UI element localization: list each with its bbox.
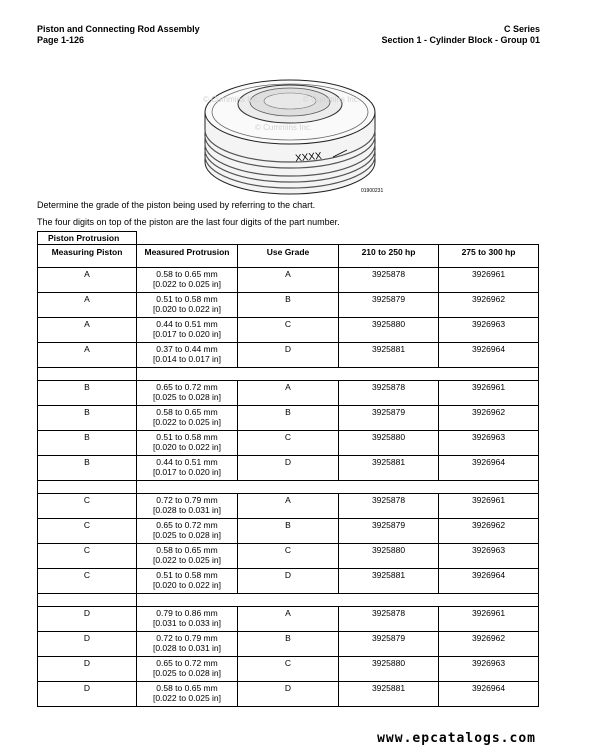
part-275-300-cell xyxy=(439,406,539,431)
measuring-piston-cell xyxy=(38,293,137,318)
part-210-250-cell-p1: 3925881 xyxy=(371,457,406,467)
part-275-300-cell xyxy=(439,494,539,519)
measured-protrusion-cell xyxy=(137,381,238,406)
piston-illustration xyxy=(185,64,395,196)
measured-protrusion-cell-in: [0.022 to 0.025 in] xyxy=(152,417,222,427)
use-grade-cell-grade: D xyxy=(284,570,292,580)
measuring-piston-cell xyxy=(38,456,137,481)
part-210-250-cell-p1: 3925880 xyxy=(371,319,406,329)
measured-protrusion-cell-in: [0.028 to 0.031 in] xyxy=(152,505,222,515)
part-210-250-cell-p1: 3925880 xyxy=(371,658,406,668)
part-210-250-cell xyxy=(339,569,439,594)
part-210-250-cell xyxy=(339,431,439,456)
part-275-300-cell xyxy=(439,607,539,632)
measured-protrusion-cell-in: [0.017 to 0.020 in] xyxy=(152,329,222,339)
table-body xyxy=(38,268,539,707)
use-grade-cell xyxy=(238,381,339,406)
table-row xyxy=(38,519,539,544)
measured-protrusion-cell xyxy=(137,456,238,481)
measured-protrusion-cell-in: [0.017 to 0.020 in] xyxy=(152,467,222,477)
part-275-300-cell-p2: 3926964 xyxy=(471,683,506,693)
measured-protrusion-cell-mm: 0.65 to 0.72 mm xyxy=(156,520,218,530)
measured-protrusion-cell-mm: 0.72 to 0.79 mm xyxy=(156,633,218,643)
part-210-250-cell xyxy=(339,494,439,519)
use-grade-cell xyxy=(238,544,339,569)
measured-protrusion-cell xyxy=(137,632,238,657)
measuring-piston-cell xyxy=(38,544,137,569)
watermark-text: © Cummins Inc. xyxy=(303,95,361,104)
part-275-300-cell-p2: 3926962 xyxy=(471,520,506,530)
table-row xyxy=(38,632,539,657)
use-grade-cell-grade: A xyxy=(285,495,291,505)
part-210-250-cell-p1: 3925879 xyxy=(371,407,406,417)
part-210-250-cell xyxy=(339,381,439,406)
use-grade-cell-grade: D xyxy=(284,344,292,354)
measuring-piston-cell-piston: B xyxy=(84,432,90,442)
table-row xyxy=(38,343,539,368)
part-210-250-cell-p1: 3925878 xyxy=(371,495,406,505)
measured-protrusion-cell-mm: 0.51 to 0.58 mm xyxy=(156,432,218,442)
measured-protrusion-cell-mm: 0.65 to 0.72 mm xyxy=(156,658,218,668)
column-header: Measuring Piston xyxy=(38,245,137,268)
measured-protrusion-cell-mm: 0.44 to 0.51 mm xyxy=(156,457,218,467)
measuring-piston-cell-piston: B xyxy=(84,407,90,417)
piston-marking: XXXX xyxy=(294,150,323,165)
part-275-300-cell-p2: 3926964 xyxy=(471,344,506,354)
figure-id: 01900231 xyxy=(361,188,384,194)
part-210-250-cell xyxy=(339,406,439,431)
measuring-piston-cell-piston: D xyxy=(83,633,91,643)
measuring-piston-cell xyxy=(38,519,137,544)
part-275-300-cell-p2: 3926964 xyxy=(471,570,506,580)
use-grade-cell-grade: A xyxy=(285,608,291,618)
measuring-piston-cell xyxy=(38,657,137,682)
part-275-300-cell xyxy=(439,268,539,293)
part-210-250-cell-p1: 3925878 xyxy=(371,608,406,618)
use-grade-cell xyxy=(238,318,339,343)
part-275-300-cell-p2: 3926961 xyxy=(471,382,506,392)
measured-protrusion-cell xyxy=(137,607,238,632)
table-row xyxy=(38,682,539,707)
part-210-250-cell-p1: 3925878 xyxy=(371,269,406,279)
measured-protrusion-cell-in: [0.022 to 0.025 in] xyxy=(152,555,222,565)
use-grade-cell xyxy=(238,519,339,544)
use-grade-cell xyxy=(238,632,339,657)
use-grade-cell xyxy=(238,657,339,682)
table-row xyxy=(38,406,539,431)
part-275-300-cell-p2: 3926961 xyxy=(471,608,506,618)
use-grade-cell xyxy=(238,682,339,707)
column-header: 275 to 300 hp xyxy=(439,245,539,268)
part-210-250-cell xyxy=(339,343,439,368)
part-210-250-cell-p1: 3925878 xyxy=(371,382,406,392)
measured-protrusion-cell-mm: 0.51 to 0.58 mm xyxy=(156,570,218,580)
table-row xyxy=(38,268,539,293)
use-grade-cell-grade: C xyxy=(284,319,292,329)
measured-protrusion-cell-in: [0.028 to 0.031 in] xyxy=(152,643,222,653)
measured-protrusion-cell xyxy=(137,268,238,293)
measured-protrusion-cell-mm: 0.65 to 0.72 mm xyxy=(156,382,218,392)
part-210-250-cell xyxy=(339,519,439,544)
part-210-250-cell-p1: 3925879 xyxy=(371,520,406,530)
measured-protrusion-cell xyxy=(137,293,238,318)
measured-protrusion-cell-mm: 0.51 to 0.58 mm xyxy=(156,294,218,304)
use-grade-cell-grade: D xyxy=(284,683,292,693)
measuring-piston-cell xyxy=(38,682,137,707)
part-275-300-cell xyxy=(439,456,539,481)
measuring-piston-cell xyxy=(38,268,137,293)
part-210-250-cell-p1: 3925881 xyxy=(371,683,406,693)
section-group: Section 1 - Cylinder Block - Group 01 xyxy=(381,35,540,45)
use-grade-cell-grade: C xyxy=(284,658,292,668)
measuring-piston-cell xyxy=(38,494,137,519)
measured-protrusion-cell-in: [0.020 to 0.022 in] xyxy=(152,304,222,314)
table-row xyxy=(38,381,539,406)
part-275-300-cell xyxy=(439,519,539,544)
table-row xyxy=(38,607,539,632)
use-grade-cell-grade: C xyxy=(284,432,292,442)
measuring-piston-cell xyxy=(38,569,137,594)
measured-protrusion-cell xyxy=(137,657,238,682)
measuring-piston-cell xyxy=(38,406,137,431)
part-210-250-cell xyxy=(339,657,439,682)
part-210-250-cell xyxy=(339,456,439,481)
measuring-piston-cell-piston: C xyxy=(83,570,91,580)
measuring-piston-cell xyxy=(38,431,137,456)
part-210-250-cell-p1: 3925880 xyxy=(371,432,406,442)
measured-protrusion-cell-in: [0.020 to 0.022 in] xyxy=(152,580,222,590)
note-paragraph: The four digits on top of the piston are the last four digits of the part number. xyxy=(37,217,340,227)
measured-protrusion-cell-in: [0.022 to 0.025 in] xyxy=(152,279,222,289)
part-275-300-cell xyxy=(439,381,539,406)
measured-protrusion-cell xyxy=(137,318,238,343)
part-275-300-cell xyxy=(439,544,539,569)
measured-protrusion-cell xyxy=(137,569,238,594)
table-row xyxy=(38,494,539,519)
use-grade-cell xyxy=(238,456,339,481)
column-header: 210 to 250 hp xyxy=(339,245,439,268)
use-grade-cell-grade: C xyxy=(284,545,292,555)
column-header: Use Grade xyxy=(238,245,339,268)
use-grade-cell-grade: A xyxy=(285,269,291,279)
part-275-300-cell-p2: 3926964 xyxy=(471,457,506,467)
table-row xyxy=(38,293,539,318)
measured-protrusion-cell xyxy=(137,343,238,368)
measuring-piston-cell-piston: B xyxy=(84,382,90,392)
part-210-250-cell-p1: 3925881 xyxy=(371,344,406,354)
measuring-piston-cell-piston: C xyxy=(83,495,91,505)
part-210-250-cell xyxy=(339,607,439,632)
part-275-300-cell xyxy=(439,632,539,657)
table-row xyxy=(38,456,539,481)
part-275-300-cell xyxy=(439,569,539,594)
piston-protrusion-table xyxy=(37,231,539,707)
part-275-300-cell xyxy=(439,343,539,368)
measured-protrusion-cell-in: [0.020 to 0.022 in] xyxy=(152,442,222,452)
use-grade-cell xyxy=(238,494,339,519)
table-row xyxy=(38,318,539,343)
part-275-300-cell xyxy=(439,431,539,456)
part-210-250-cell xyxy=(339,318,439,343)
use-grade-cell-grade: D xyxy=(284,457,292,467)
table-row xyxy=(38,544,539,569)
part-275-300-cell-p2: 3926962 xyxy=(471,633,506,643)
table-row xyxy=(38,657,539,682)
measuring-piston-cell-piston: A xyxy=(84,319,90,329)
use-grade-cell xyxy=(238,431,339,456)
group-spacer-row xyxy=(38,368,539,381)
series-name: C Series xyxy=(503,24,540,34)
measured-protrusion-cell-mm: 0.58 to 0.65 mm xyxy=(156,545,218,555)
use-grade-cell-grade: B xyxy=(285,633,291,643)
part-275-300-cell xyxy=(439,682,539,707)
table-row xyxy=(38,569,539,594)
use-grade-cell-grade: B xyxy=(285,520,291,530)
measuring-piston-cell-piston: C xyxy=(83,545,91,555)
measured-protrusion-cell-mm: 0.44 to 0.51 mm xyxy=(156,319,218,329)
use-grade-cell xyxy=(238,406,339,431)
measured-protrusion-cell-in: [0.022 to 0.025 in] xyxy=(152,693,222,703)
measured-protrusion-cell xyxy=(137,519,238,544)
measuring-piston-cell-piston: D xyxy=(83,683,91,693)
use-grade-cell xyxy=(238,343,339,368)
page-header-left xyxy=(37,24,200,46)
part-210-250-cell-p1: 3925879 xyxy=(371,633,406,643)
measured-protrusion-cell xyxy=(137,494,238,519)
section-title: Piston and Connecting Rod Assembly xyxy=(37,24,200,34)
table-title: Piston Protrusion xyxy=(38,232,137,245)
part-275-300-cell-p2: 3926963 xyxy=(471,432,506,442)
part-210-250-cell-p1: 3925879 xyxy=(371,294,406,304)
measuring-piston-cell xyxy=(38,343,137,368)
measuring-piston-cell xyxy=(38,607,137,632)
measuring-piston-cell-piston: A xyxy=(84,294,90,304)
measured-protrusion-cell xyxy=(137,682,238,707)
part-275-300-cell xyxy=(439,293,539,318)
part-210-250-cell xyxy=(339,544,439,569)
measured-protrusion-cell xyxy=(137,431,238,456)
instruction-paragraph: Determine the grade of the piston being used by referring to the chart. xyxy=(37,200,316,210)
part-275-300-cell-p2: 3926963 xyxy=(471,319,506,329)
use-grade-cell xyxy=(238,293,339,318)
watermark-text: © Cummins Inc. xyxy=(255,123,313,132)
column-header: Measured Protrusion xyxy=(137,245,238,268)
measured-protrusion-cell-mm: 0.58 to 0.65 mm xyxy=(156,407,218,417)
measured-protrusion-cell-mm: 0.72 to 0.79 mm xyxy=(156,495,218,505)
measured-protrusion-cell-in: [0.025 to 0.028 in] xyxy=(152,530,222,540)
part-275-300-cell-p2: 3926963 xyxy=(471,658,506,668)
page-header-right xyxy=(381,24,540,46)
use-grade-cell xyxy=(238,268,339,293)
use-grade-cell-grade: A xyxy=(285,382,291,392)
measured-protrusion-cell xyxy=(137,406,238,431)
part-210-250-cell xyxy=(339,632,439,657)
measured-protrusion-cell-mm: 0.79 to 0.86 mm xyxy=(156,608,218,618)
measuring-piston-cell-piston: C xyxy=(83,520,91,530)
measured-protrusion-cell-mm: 0.58 to 0.65 mm xyxy=(156,683,218,693)
part-210-250-cell xyxy=(339,268,439,293)
part-275-300-cell-p2: 3926963 xyxy=(471,545,506,555)
measured-protrusion-cell-mm: 0.37 to 0.44 mm xyxy=(156,344,218,354)
measured-protrusion-cell-in: [0.025 to 0.028 in] xyxy=(152,668,222,678)
group-spacer-row xyxy=(38,481,539,494)
use-grade-cell-grade: B xyxy=(285,294,291,304)
part-275-300-cell-p2: 3926962 xyxy=(471,294,506,304)
site-watermark: www.epcatalogs.com xyxy=(377,731,536,746)
measured-protrusion-cell-in: [0.031 to 0.033 in] xyxy=(152,618,222,628)
part-275-300-cell xyxy=(439,657,539,682)
use-grade-cell xyxy=(238,607,339,632)
measured-protrusion-cell-in: [0.025 to 0.028 in] xyxy=(152,392,222,402)
part-210-250-cell-p1: 3925881 xyxy=(371,570,406,580)
group-spacer-row xyxy=(38,594,539,607)
measuring-piston-cell xyxy=(38,632,137,657)
part-210-250-cell-p1: 3925880 xyxy=(371,545,406,555)
part-275-300-cell-p2: 3926962 xyxy=(471,407,506,417)
page-number: Page 1-126 xyxy=(37,35,85,45)
part-210-250-cell xyxy=(339,682,439,707)
part-275-300-cell-p2: 3926961 xyxy=(471,269,506,279)
watermark-text: © Cummins Inc. xyxy=(203,95,261,104)
measuring-piston-cell-piston: D xyxy=(83,658,91,668)
measuring-piston-cell xyxy=(38,381,137,406)
measured-protrusion-cell-mm: 0.58 to 0.65 mm xyxy=(156,269,218,279)
measuring-piston-cell-piston: D xyxy=(83,608,91,618)
measuring-piston-cell xyxy=(38,318,137,343)
part-210-250-cell xyxy=(339,293,439,318)
part-275-300-cell xyxy=(439,318,539,343)
table-row xyxy=(38,431,539,456)
use-grade-cell-grade: B xyxy=(285,407,291,417)
measured-protrusion-cell-in: [0.014 to 0.017 in] xyxy=(152,354,222,364)
part-275-300-cell-p2: 3926961 xyxy=(471,495,506,505)
use-grade-cell xyxy=(238,569,339,594)
measured-protrusion-cell xyxy=(137,544,238,569)
measuring-piston-cell-piston: B xyxy=(84,457,90,467)
measuring-piston-cell-piston: A xyxy=(84,269,90,279)
measuring-piston-cell-piston: A xyxy=(84,344,90,354)
